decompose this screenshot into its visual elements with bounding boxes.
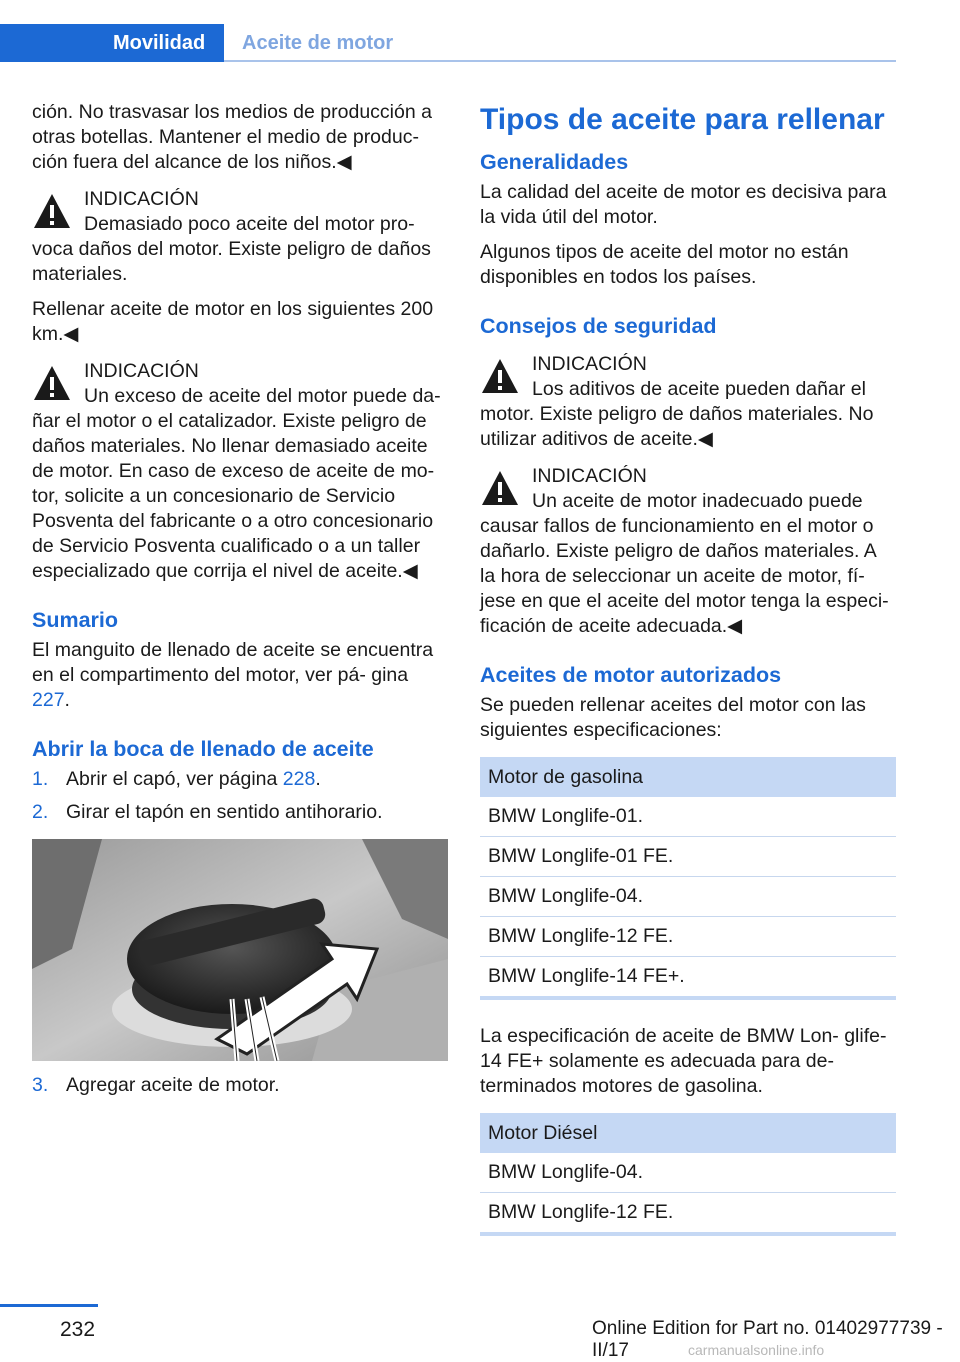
warning-block-1	[32, 187, 448, 287]
sumario-paragraph	[32, 638, 448, 713]
warning-body: Los aditivos de aceite pueden dañar el motor. Existe peligro de daños materiales. No utilizar aditivos de aceite.◀	[480, 378, 874, 450]
step-end: .	[315, 768, 321, 790]
warning-block-4	[480, 464, 896, 639]
warning-body: Un aceite de motor inadecuado puede causar fallos de funcionamiento en el motor o dañarlo. Existe peligro de daños materiales. A la hora de seleccionar un aceite de motor, fí‐ jese en que el aceite del motor tenga la especi‐ ficación de aceite adecuada.◀	[480, 490, 889, 637]
table-cell: BMW Longlife-04.	[480, 877, 896, 917]
warning-triangle-icon	[480, 356, 520, 396]
table-row	[480, 1193, 896, 1235]
sumario-text: El manguito de llenado de aceite se encuentra en el compartimento del motor, ver pá‐ gina	[32, 639, 434, 686]
left-column	[32, 100, 448, 1108]
heading-sumario: Sumario	[32, 608, 119, 632]
warning-block-2	[32, 359, 448, 584]
section-tab-movilidad[interactable]: Movilidad	[0, 24, 224, 62]
sumario-end: .	[64, 689, 70, 711]
watermark: carmanualsonline.info	[688, 1342, 825, 1358]
list-item	[32, 1073, 448, 1098]
table-row	[480, 797, 896, 837]
table-header: Motor de gasolina	[480, 757, 896, 797]
steps-list-continued	[32, 1073, 448, 1098]
section-tab-aceite-de-motor[interactable]: Aceite de motor	[242, 32, 394, 54]
list-item	[32, 767, 448, 792]
warning-heading: INDICACIÓN	[532, 465, 647, 487]
page-number: 232	[60, 1318, 96, 1341]
heading-aceites-autorizados: Aceites de motor autorizados	[480, 663, 782, 687]
warning-heading: INDICACIÓN	[84, 188, 199, 210]
steps-list	[32, 767, 448, 825]
table-diesel	[480, 1113, 896, 1236]
intro-paragraph: ción. No trasvasar los medios de producción a otras botellas. Mantener el medio de produc‐ ción fuera del alcance de los niños.◀	[32, 101, 432, 173]
table-cell: BMW Longlife-14 FE+.	[480, 957, 896, 999]
warning-followup: Rellenar aceite de motor en los siguientes 200 km.◀	[32, 298, 434, 345]
generalidades-paragraph-2: Algunos tipos de aceite del motor no están disponibles en todos los países.	[480, 241, 849, 288]
generalidades-paragraph-1: La calidad del aceite de motor es decisiva para la vida útil del motor.	[480, 181, 887, 228]
footer-rule	[0, 1304, 98, 1307]
page-title: Tipos de aceite para rellenar	[480, 103, 885, 136]
step-text: Abrir el capó, ver página	[66, 768, 283, 790]
warning-triangle-icon	[32, 363, 72, 403]
heading-consejos: Consejos de seguridad	[480, 314, 717, 338]
warning-body: Un exceso de aceite del motor puede da‐ ñar el motor o el catalizador. Existe peligro de daños materiales. No llenar demasiado aceite de motor. En caso de exceso de aceite de mo‐ tor, solicite a un concesionario de Servicio Posventa del fabricante o a otro concesionario de Servicio Posventa cualificado o a un taller especializado que corrija el nivel de aceite.◀	[32, 385, 441, 582]
longlife-note: La especificación de aceite de BMW Lon‐ glife-14 FE+ solamente es adecuada para de‐ terminados motores de gasolina.	[480, 1025, 887, 1097]
oil-cap-photo	[32, 839, 448, 1061]
table-cell: BMW Longlife-12 FE.	[480, 917, 896, 957]
warning-triangle-icon	[480, 468, 520, 508]
table-cell: BMW Longlife-12 FE.	[480, 1193, 896, 1235]
table-row	[480, 917, 896, 957]
table-row	[480, 877, 896, 917]
step-number: 2.	[32, 801, 49, 823]
table-cell: BMW Longlife-04.	[480, 1153, 896, 1193]
heading-generalidades: Generalidades	[480, 150, 629, 174]
table-cell: BMW Longlife-01.	[480, 797, 896, 837]
table-row	[480, 1153, 896, 1193]
warning-heading: INDICACIÓN	[532, 353, 647, 375]
page-link-227[interactable]: 227	[32, 689, 65, 711]
step-text: Agregar aceite de motor.	[66, 1074, 280, 1096]
right-column	[480, 100, 896, 1260]
warning-triangle-icon	[32, 191, 72, 231]
warning-body: Demasiado poco aceite del motor pro‐ voca daños del motor. Existe peligro de daños materiales.	[32, 213, 431, 285]
table-header: Motor Diésel	[480, 1113, 896, 1153]
step-number: 1.	[32, 768, 49, 790]
page-link-228[interactable]: 228	[282, 768, 316, 790]
header-rule	[224, 60, 896, 62]
list-item	[32, 800, 448, 825]
heading-abrir-boca: Abrir la boca de llenado de aceite	[32, 737, 374, 761]
step-number: 3.	[32, 1074, 49, 1096]
warning-heading: INDICACIÓN	[84, 360, 199, 382]
autorizados-paragraph: Se pueden rellenar aceites del motor con las siguientes especificaciones:	[480, 694, 866, 741]
table-gasolina	[480, 757, 896, 1000]
table-cell: BMW Longlife-01 FE.	[480, 837, 896, 877]
step-text: Girar el tapón en sentido antihorario.	[66, 801, 383, 823]
table-row	[480, 957, 896, 999]
edition-info: Online Edition for Part no. 01402977739 - II/17	[592, 1318, 943, 1361]
table-row	[480, 837, 896, 877]
warning-block-3	[480, 352, 896, 452]
